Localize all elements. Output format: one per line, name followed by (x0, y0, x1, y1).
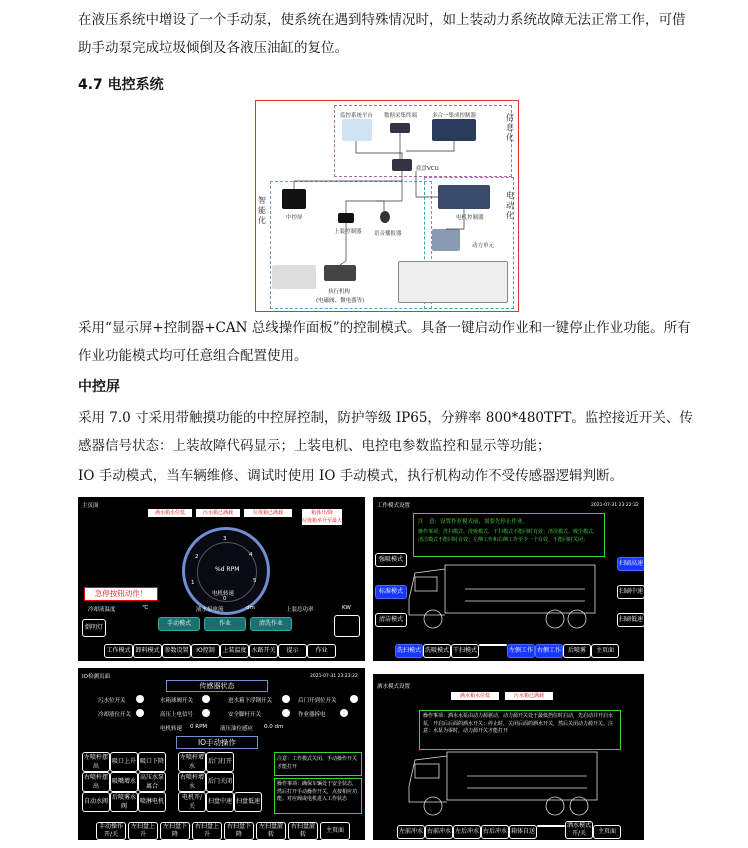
sensor-2-4: 作业器拆电 (298, 712, 326, 718)
data-label: 数据采集终端 (384, 113, 418, 119)
io-note-2: 操作事项：确保车辆处于安全状态，然后打开手动操作开关，点按相应功能。对应阀或电机进入工作状态 (277, 781, 358, 802)
io-btn-auto-valve[interactable]: 自动水阀 (82, 792, 110, 812)
bottom-btn-rear-spray[interactable]: 后喷雾 (563, 644, 591, 658)
left-btn-strong-suction[interactable]: 强吸模式 (375, 553, 407, 567)
io-btn-right-boom-water[interactable]: 右喷杆增水 (179, 774, 204, 790)
electric-side-label: 电动化 (506, 191, 514, 220)
sensor-1-3-indicator (282, 695, 290, 703)
sensor-2-1-indicator (136, 709, 144, 717)
motorctl-label: 电机控制器 (456, 215, 484, 221)
screen2-title: 工作模式设置 (377, 503, 411, 509)
sensor-1-1: 污水位开关 (98, 698, 126, 704)
right-btn-brush-high[interactable]: 扫刷高速 (617, 557, 644, 571)
bottom-btn-work[interactable]: 作业 (307, 644, 336, 658)
status-coolant-unit: ℃ (142, 605, 149, 611)
io-note-1-box (274, 752, 362, 776)
left-btn-clean[interactable]: 清洁模式 (375, 613, 407, 627)
io-btn-disc-mid[interactable]: 扫盘中速 (206, 792, 234, 812)
right-btn-brush-mid[interactable]: 扫刷中速 (617, 585, 644, 599)
io-btn-suction-up[interactable]: 吸口上升 (110, 752, 138, 772)
sensor-1-2-indicator (202, 695, 210, 703)
sensor-1-4: 后门开到位开关 (298, 698, 337, 704)
screen-work-mode (373, 497, 644, 661)
sprinkle-btn-right-rear[interactable]: 右后冲水 (481, 825, 509, 839)
bottom-btn-blank[interactable] (479, 644, 507, 646)
status-pump: 液水泵电流 (196, 607, 224, 613)
readout-rpm-value: 0 RPM (190, 724, 208, 730)
upper-label: 上装控制器 (334, 229, 362, 235)
status-coolant: 冷却液温度 (88, 607, 116, 613)
sensor-2-2-indicator (202, 709, 210, 717)
alarm-tag-3: 垃圾箱已满载 (244, 509, 292, 517)
io-btn-rear-door-close[interactable]: 后门关闭 (206, 772, 234, 792)
paragraph-control-mode: 采用“显示屏+控制器+CAN 总线操作面板”的控制模式。具备一键启动作业和一键停止作业功能。所有作业功能模式均可任意组合配置使用。 (78, 320, 691, 364)
exec-label: 执行机构 (328, 289, 351, 295)
io-bottom-right-disc-rotate[interactable]: 右扫盘旋转 (288, 822, 318, 840)
sensor-2-2: 高压上电信号 (160, 712, 194, 718)
multi-label: 多合一集成控制器 (432, 113, 477, 119)
status-power: 上装总功率 (286, 607, 314, 613)
manual-mode-button[interactable]: 手动模式 (158, 617, 200, 631)
bottom-btn-wash-sweep[interactable]: 洗扫模式 (395, 644, 423, 658)
work-button[interactable]: 作业 (204, 617, 246, 631)
sensor-1-4-indicator (350, 695, 358, 703)
smart-side-label: 智能化 (258, 196, 266, 225)
bottom-btn-right-work[interactable]: 右侧工作 (535, 644, 563, 658)
gauge-tick-3: 3 (223, 536, 227, 542)
paragraph-screen-spec: 采用 7.0 寸采用带触摸功能的中控屏控制，防护等级 IP65，分辨率 800*480TFT。监控接近开关、传感器信号状态：上装故障代码显示；上装电机、电控电参数监控和显示等功能； (78, 410, 693, 454)
work-light-button[interactable]: 倒明灯 (82, 619, 106, 637)
bottom-btn-water[interactable]: 水路开关 (249, 644, 278, 658)
alarm-tag-4: 箱体升/降 (302, 509, 342, 517)
io-title: IO手动操作 (176, 736, 258, 749)
io-btn-left-boom-out[interactable]: 左喷杆摆出 (83, 754, 108, 770)
screen3-title: IO检测页面 (82, 674, 110, 680)
sensor-1-2: 水箱球阀开关 (160, 698, 194, 704)
bottom-btn-temp[interactable]: 上装温度 (220, 644, 249, 658)
io-bottom-right-disc-up[interactable]: 右扫盘上升 (192, 822, 222, 840)
bottom-btn-work-mode[interactable]: 工作模式 (104, 644, 133, 658)
status-power-unit: KW (342, 605, 351, 611)
io-bottom-home[interactable]: 主页面 (320, 822, 350, 840)
sensor-2-1: 冷却液位开关 (98, 712, 132, 718)
gauge-label: 电机转速 (212, 591, 235, 597)
sensor-1-1-indicator (136, 695, 144, 703)
bottom-btn-unload[interactable]: 卸料模式 (133, 644, 162, 658)
side-blank-button[interactable] (334, 615, 360, 637)
io-bottom-left-disc-down[interactable]: 左扫盘下降 (160, 822, 190, 840)
screen-io-page (78, 668, 365, 840)
screen2-time: 2021-07-31 23:22:32 (591, 503, 639, 508)
gauge-tick-0: 0 (223, 596, 227, 602)
io-btn-left-boom-water[interactable]: 左喷杆增水 (179, 754, 204, 770)
sprinkle-btn-blank[interactable] (537, 825, 565, 827)
right-btn-brush-low[interactable]: 扫刷低速 (617, 613, 644, 627)
io-note-2-box (274, 778, 362, 814)
status-pump-unit: dm (246, 605, 255, 611)
sprinkle-btn-left-rear[interactable]: 左后冲水 (453, 825, 481, 839)
bottom-btn-params[interactable]: 参数设置 (162, 644, 191, 658)
screen2-note-head: 注 意：设置作业模式前，需要先停止作业。 (418, 519, 529, 525)
screen-sprinkler-mode (373, 674, 644, 840)
io-btn-disc-low[interactable]: 扫盘低速 (234, 792, 262, 812)
bottom-btn-tips[interactable]: 提示 (278, 644, 307, 658)
sensor-1-3: 进水箱下浮钢开关 (228, 698, 273, 704)
sensor-2-4-indicator (340, 709, 348, 717)
io-btn-rear-spray-valve[interactable]: 后喷雾水阀 (111, 794, 136, 810)
bottom-btn-left-work[interactable]: 左侧工作 (507, 644, 535, 658)
subheading-screen: 中控屏 (78, 379, 120, 395)
sprinkle-btn-left-front[interactable]: 左前冲水 (397, 825, 425, 839)
io-btn-motor-toggle[interactable]: 电机开/关 (178, 792, 206, 812)
alarm-tag-5: 垃圾箱举升至最大 (302, 518, 343, 524)
readout-oil-value: 0.0 dm (264, 724, 284, 730)
estop-warning: 急停按钮动作！ (84, 587, 158, 601)
screen-label: 中控屏 (286, 215, 303, 221)
gauge-tick-1: 1 (191, 580, 195, 586)
io-btn-right-boom-out[interactable]: 右喷杆摆出 (83, 774, 108, 790)
screen4-alarm-2: 污水箱已满载 (505, 692, 553, 700)
io-note-1: 注意：工作模式关闭、手动操作开关才能打开 (277, 756, 358, 770)
system-diagram (255, 100, 519, 312)
screen2-note-body: 操作事项：洗扫模式、洗吸模式、干扫模式不能同时有效；清洗模式、吸尘模式、清洁模式不能同时有效；左侧工作和右侧工作至少一个有效，不能同时关闭； (418, 529, 599, 543)
screen2-note-box (413, 513, 605, 557)
screen3-time: 2021-07-31 23:23:22 (310, 674, 358, 679)
info-side-label: 信息化 (506, 113, 514, 142)
gauge-tick-2: 2 (195, 554, 199, 560)
left-btn-standard[interactable]: 标准模式 (375, 585, 407, 599)
io-bottom-manual-toggle[interactable]: 手动操作开/关 (96, 822, 126, 840)
sprinkle-btn-mode-toggle[interactable]: 洒水模式开/关 (566, 822, 591, 837)
screen-main-page (78, 497, 365, 661)
truck-drawing (405, 559, 615, 633)
sprinkle-btn-box-feed[interactable]: 箱体自送 (509, 825, 537, 839)
screen1-title: 主页面 (82, 503, 99, 509)
paragraph-hand-pump: 在液压系统中增设了一个手动泵，使系统在遇到特殊情况时，如上装动力系统故障无法正常工作，可借助手动泵完成垃圾倾倒及各液压油缸的复位。 (78, 12, 686, 56)
power-label: 动力单元 (472, 243, 495, 249)
alarm-tag-1: 满水箱水位低 (148, 509, 192, 517)
vcu-label: 底盘VCU (416, 166, 439, 172)
clean-work-button[interactable]: 清洗作业 (250, 617, 292, 631)
sprinkle-btn-right-front[interactable]: 右前冲水 (425, 825, 453, 839)
bottom-btn-dry-sweep[interactable]: 干扫模式 (451, 644, 479, 658)
connection-lines (256, 101, 518, 311)
alarm-tag-2: 污水箱已满载 (196, 509, 240, 517)
readout-rpm-label: 电机转速 (160, 726, 183, 732)
io-btn-spray-motor[interactable]: 喷淋电机 (138, 792, 166, 812)
sensor-2-3-indicator (282, 709, 290, 717)
sensor-title: 传感器状态 (166, 680, 268, 692)
exec-sub-label: (电磁阀、微电器等) (316, 298, 365, 304)
truck-drawing-2 (403, 744, 617, 820)
sprinkle-btn-home[interactable]: 主页面 (593, 825, 621, 839)
bottom-btn-wash-suction[interactable]: 洗吸模式 (423, 644, 451, 658)
io-btn-nozzle-water[interactable]: 吸嘴增水 (110, 772, 138, 792)
gauge-tick-5: 5 (253, 578, 257, 584)
gauge-tick-4: 4 (249, 552, 253, 558)
io-btn-hp-pump-clutch[interactable]: 高压水泵离合 (139, 774, 164, 790)
bottom-btn-home[interactable]: 主页面 (591, 644, 619, 658)
screen4-title: 洒水模式设置 (377, 684, 411, 690)
voice-label: 语音播报器 (374, 231, 402, 237)
screen4-alarm-1: 满水箱水位低 (451, 692, 499, 700)
rpm-gauge (182, 527, 270, 615)
monitor-label: 监控系统平台 (340, 113, 374, 119)
io-bottom-left-disc-rotate[interactable]: 左扫盘旋转 (256, 822, 286, 840)
io-btn-suction-down[interactable]: 吸口下降 (138, 752, 166, 772)
bottom-btn-io[interactable]: IO控制 (191, 644, 220, 658)
io-bottom-right-disc-down[interactable]: 右扫盘下降 (224, 822, 254, 840)
paragraph-io-mode: IO 手动模式，当车辆维修、调试时使用 IO 手动模式，执行机构动作不受传感器逻辑判断。 (78, 468, 624, 484)
gauge-unit: %d RPM (215, 566, 240, 573)
io-btn-rear-door-open[interactable]: 后门打开 (206, 752, 234, 772)
io-bottom-left-disc-up[interactable]: 左扫盘上升 (128, 822, 158, 840)
readout-oil-label: 液压油位感应 (220, 726, 254, 732)
section-heading: 4.7 电控系统 (78, 77, 164, 93)
screen4-note: 操作事项：洒水水泵由动力源驱动，动力源开关处于最低挡位时启动，先启动并开启水泵，开启后后面的洒水开关；停止时，关闭后面的洒水开关，然后关闭动力源开关。注意：水泵为零时，动力源开关才能打开 (423, 713, 614, 734)
sensor-2-3: 安全脚杆开关 (228, 712, 262, 718)
